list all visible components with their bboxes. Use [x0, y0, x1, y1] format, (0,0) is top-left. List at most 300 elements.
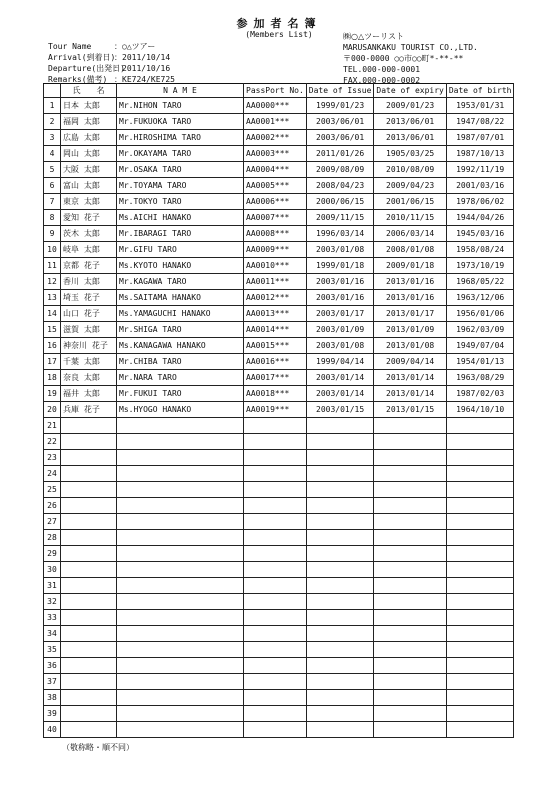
cell-name: Ms.YAMAGUCHI HANAKO: [117, 306, 244, 322]
cell-no: 14: [44, 306, 61, 322]
cell-issue: [306, 642, 374, 658]
cell-issue: 2003/01/09: [306, 322, 374, 338]
cell-name: Mr.CHIBA TARO: [117, 354, 244, 370]
cell-jp: 福井 太郎: [61, 386, 117, 402]
remarks-label: Remarks(備考): [48, 75, 108, 84]
departure-value: ：2011/10/16: [114, 64, 171, 73]
cell-issue: 2003/01/16: [306, 274, 374, 290]
table-row: [44, 194, 514, 210]
cell-name: Mr.KAGAWA TARO: [117, 274, 244, 290]
cell-passport: [244, 690, 307, 706]
table-row: [44, 594, 514, 610]
cell-issue: [306, 482, 374, 498]
cell-issue: [306, 658, 374, 674]
cell-birth: 1954/01/13: [446, 354, 514, 370]
cell-birth: [446, 418, 514, 434]
table-row: [44, 450, 514, 466]
cell-issue: 2000/06/15: [306, 194, 374, 210]
table-row: [44, 354, 514, 370]
cell-jp: 奈良 太郎: [61, 370, 117, 386]
arrival-value: ：2011/10/14: [114, 53, 171, 62]
cell-no: 19: [44, 386, 61, 402]
cell-no: 6: [44, 178, 61, 194]
cell-expiry: 2013/01/16: [374, 274, 446, 290]
cell-name: Mr.SHIGA TARO: [117, 322, 244, 338]
cell-name: Mr.NARA TARO: [117, 370, 244, 386]
remarks-value: ：KE724/KE725: [114, 75, 175, 84]
cell-jp: [61, 626, 117, 642]
cell-no: 23: [44, 450, 61, 466]
cell-issue: [306, 514, 374, 530]
cell-birth: [446, 466, 514, 482]
cell-jp: 埼玉 花子: [61, 290, 117, 306]
cell-expiry: [374, 642, 446, 658]
table-row: [44, 530, 514, 546]
cell-name: Ms.KANAGAWA HANAKO: [117, 338, 244, 354]
cell-expiry: 2009/04/23: [374, 178, 446, 194]
cell-name: Mr.FUKUI TARO: [117, 386, 244, 402]
cell-jp: [61, 722, 117, 738]
cell-no: 11: [44, 258, 61, 274]
cell-passport: [244, 450, 307, 466]
cell-issue: 2003/06/01: [306, 130, 374, 146]
table-row: [44, 498, 514, 514]
cell-issue: [306, 722, 374, 738]
table-row: [44, 658, 514, 674]
table-row: [44, 242, 514, 258]
table-row: [44, 562, 514, 578]
cell-name: [117, 642, 244, 658]
cell-expiry: 2013/01/14: [374, 386, 446, 402]
cell-jp: 兵庫 花子: [61, 402, 117, 418]
cell-passport: [244, 658, 307, 674]
cell-passport: AA0018***: [244, 386, 307, 402]
company-name-ja: ㈱○△ツーリスト: [343, 32, 404, 41]
cell-expiry: 2013/01/15: [374, 402, 446, 418]
col-header-jp-name: 氏 名: [61, 84, 117, 98]
table-row: [44, 674, 514, 690]
cell-name: [117, 418, 244, 434]
cell-name: [117, 562, 244, 578]
cell-expiry: 2013/01/16: [374, 290, 446, 306]
cell-no: 30: [44, 562, 61, 578]
cell-expiry: [374, 514, 446, 530]
cell-name: [117, 722, 244, 738]
table-row: [44, 434, 514, 450]
cell-no: 1: [44, 98, 61, 114]
cell-jp: [61, 530, 117, 546]
cell-birth: 1978/06/02: [446, 194, 514, 210]
cell-no: 35: [44, 642, 61, 658]
cell-expiry: 2010/11/15: [374, 210, 446, 226]
cell-issue: 2003/01/15: [306, 402, 374, 418]
cell-jp: [61, 434, 117, 450]
cell-name: [117, 482, 244, 498]
cell-jp: [61, 706, 117, 722]
cell-expiry: [374, 722, 446, 738]
cell-passport: AA0007***: [244, 210, 307, 226]
cell-no: 21: [44, 418, 61, 434]
cell-jp: [61, 482, 117, 498]
cell-birth: 1987/10/13: [446, 146, 514, 162]
cell-jp: [61, 674, 117, 690]
tour-name-row: [48, 41, 175, 52]
cell-expiry: 2013/01/08: [374, 338, 446, 354]
cell-no: 10: [44, 242, 61, 258]
cell-no: 22: [44, 434, 61, 450]
cell-jp: [61, 578, 117, 594]
cell-passport: AA0005***: [244, 178, 307, 194]
cell-name: Ms.SAITAMA HANAKO: [117, 290, 244, 306]
cell-issue: [306, 466, 374, 482]
cell-expiry: [374, 562, 446, 578]
cell-birth: 1963/12/06: [446, 290, 514, 306]
cell-expiry: [374, 546, 446, 562]
cell-issue: 1996/03/14: [306, 226, 374, 242]
cell-birth: 1953/01/31: [446, 98, 514, 114]
cell-name: Mr.FUKUOKA TARO: [117, 114, 244, 130]
cell-passport: [244, 562, 307, 578]
cell-birth: 1973/10/19: [446, 258, 514, 274]
cell-jp: 広島 太郎: [61, 130, 117, 146]
cell-expiry: 2013/06/01: [374, 130, 446, 146]
cell-jp: [61, 594, 117, 610]
cell-passport: AA0014***: [244, 322, 307, 338]
cell-jp: 京都 花子: [61, 258, 117, 274]
cell-birth: [446, 514, 514, 530]
cell-issue: [306, 626, 374, 642]
cell-birth: [446, 594, 514, 610]
cell-no: 37: [44, 674, 61, 690]
cell-birth: 1987/07/01: [446, 130, 514, 146]
cell-passport: [244, 418, 307, 434]
cell-birth: 1987/02/03: [446, 386, 514, 402]
cell-name: [117, 706, 244, 722]
cell-name: [117, 594, 244, 610]
cell-no: 9: [44, 226, 61, 242]
cell-no: 32: [44, 594, 61, 610]
cell-expiry: [374, 434, 446, 450]
cell-name: Mr.TOYAMA TARO: [117, 178, 244, 194]
cell-jp: 福岡 太郎: [61, 114, 117, 130]
cell-name: [117, 578, 244, 594]
cell-expiry: 2009/01/23: [374, 98, 446, 114]
cell-passport: [244, 578, 307, 594]
cell-name: [117, 674, 244, 690]
table-row: [44, 130, 514, 146]
table-row: [44, 626, 514, 642]
cell-passport: [244, 434, 307, 450]
cell-birth: 1947/08/22: [446, 114, 514, 130]
cell-issue: [306, 530, 374, 546]
cell-passport: [244, 674, 307, 690]
table-row: [44, 642, 514, 658]
cell-passport: [244, 498, 307, 514]
cell-issue: 2003/01/08: [306, 242, 374, 258]
cell-jp: [61, 610, 117, 626]
cell-name: Mr.IBARAGI TARO: [117, 226, 244, 242]
cell-issue: 2003/01/14: [306, 386, 374, 402]
cell-jp: [61, 562, 117, 578]
cell-birth: 1944/04/26: [446, 210, 514, 226]
cell-jp: [61, 498, 117, 514]
members-table: [43, 83, 514, 738]
cell-expiry: 2009/01/18: [374, 258, 446, 274]
tour-info: [48, 41, 175, 85]
cell-jp: [61, 418, 117, 434]
cell-expiry: 2009/04/14: [374, 354, 446, 370]
cell-no: 27: [44, 514, 61, 530]
cell-passport: AA0002***: [244, 130, 307, 146]
cell-birth: [446, 610, 514, 626]
departure-row: [48, 63, 175, 74]
cell-birth: [446, 482, 514, 498]
cell-name: [117, 530, 244, 546]
cell-name: [117, 434, 244, 450]
cell-no: 12: [44, 274, 61, 290]
cell-passport: AA0003***: [244, 146, 307, 162]
cell-expiry: 2013/01/09: [374, 322, 446, 338]
cell-no: 16: [44, 338, 61, 354]
cell-jp: [61, 450, 117, 466]
table-row: [44, 418, 514, 434]
footnote: （敬称略・順不同）: [62, 743, 134, 752]
cell-expiry: 2013/06/01: [374, 114, 446, 130]
cell-name: Mr.HIROSHIMA TARO: [117, 130, 244, 146]
cell-no: 39: [44, 706, 61, 722]
cell-no: 25: [44, 482, 61, 498]
cell-no: 34: [44, 626, 61, 642]
cell-passport: [244, 546, 307, 562]
arrival-label: Arrival(到着日): [48, 53, 116, 62]
table-row: [44, 610, 514, 626]
cell-no: 29: [44, 546, 61, 562]
table-row: [44, 690, 514, 706]
cell-issue: 2009/11/15: [306, 210, 374, 226]
cell-expiry: [374, 674, 446, 690]
cell-jp: 山口 花子: [61, 306, 117, 322]
cell-passport: AA0011***: [244, 274, 307, 290]
cell-issue: 2003/01/14: [306, 370, 374, 386]
cell-expiry: 1905/03/25: [374, 146, 446, 162]
cell-birth: 1958/08/24: [446, 242, 514, 258]
table-row: [44, 386, 514, 402]
cell-birth: 1962/03/09: [446, 322, 514, 338]
cell-no: 2: [44, 114, 61, 130]
cell-passport: [244, 482, 307, 498]
cell-expiry: [374, 658, 446, 674]
cell-name: [117, 498, 244, 514]
cell-birth: 1964/10/10: [446, 402, 514, 418]
cell-issue: [306, 498, 374, 514]
table-body: [44, 98, 514, 738]
cell-passport: [244, 466, 307, 482]
table-header: [44, 84, 514, 98]
cell-jp: [61, 514, 117, 530]
cell-no: 36: [44, 658, 61, 674]
cell-no: 5: [44, 162, 61, 178]
cell-passport: AA0004***: [244, 162, 307, 178]
cell-expiry: 2013/01/17: [374, 306, 446, 322]
cell-birth: [446, 562, 514, 578]
table-row: [44, 226, 514, 242]
cell-birth: 1949/07/04: [446, 338, 514, 354]
cell-birth: 1963/08/29: [446, 370, 514, 386]
cell-expiry: [374, 626, 446, 642]
cell-jp: 日本 太郎: [61, 98, 117, 114]
cell-passport: AA0010***: [244, 258, 307, 274]
cell-no: 7: [44, 194, 61, 210]
cell-passport: [244, 514, 307, 530]
cell-passport: AA0017***: [244, 370, 307, 386]
cell-issue: 2003/01/08: [306, 338, 374, 354]
table-row: [44, 706, 514, 722]
tour-name-label: Tour Name: [48, 42, 92, 51]
cell-passport: AA0013***: [244, 306, 307, 322]
cell-no: 28: [44, 530, 61, 546]
cell-passport: AA0019***: [244, 402, 307, 418]
cell-birth: [446, 546, 514, 562]
table-row: [44, 162, 514, 178]
table-row: [44, 338, 514, 354]
cell-birth: 2001/03/16: [446, 178, 514, 194]
cell-no: 24: [44, 466, 61, 482]
cell-issue: [306, 578, 374, 594]
cell-birth: [446, 642, 514, 658]
cell-no: 33: [44, 610, 61, 626]
cell-no: 17: [44, 354, 61, 370]
cell-issue: [306, 418, 374, 434]
table-row: [44, 370, 514, 386]
cell-birth: [446, 450, 514, 466]
cell-passport: [244, 706, 307, 722]
cell-passport: AA0012***: [244, 290, 307, 306]
table-row: [44, 402, 514, 418]
table-row: [44, 98, 514, 114]
cell-passport: AA0008***: [244, 226, 307, 242]
table-row: [44, 178, 514, 194]
table-row: [44, 114, 514, 130]
cell-name: [117, 466, 244, 482]
cell-issue: 1999/04/14: [306, 354, 374, 370]
cell-jp: 富山 太郎: [61, 178, 117, 194]
col-header-name: N A M E: [117, 84, 244, 98]
cell-expiry: [374, 610, 446, 626]
cell-expiry: 2008/01/08: [374, 242, 446, 258]
cell-birth: [446, 626, 514, 642]
arrival-row: [48, 52, 175, 63]
cell-no: 3: [44, 130, 61, 146]
cell-issue: [306, 434, 374, 450]
cell-passport: [244, 626, 307, 642]
cell-birth: [446, 434, 514, 450]
table-row: [44, 258, 514, 274]
cell-expiry: [374, 418, 446, 434]
col-header-issue: Date of Issue: [306, 84, 374, 98]
cell-passport: AA0009***: [244, 242, 307, 258]
cell-jp: [61, 466, 117, 482]
cell-no: 8: [44, 210, 61, 226]
cell-issue: [306, 690, 374, 706]
cell-no: 38: [44, 690, 61, 706]
cell-passport: [244, 642, 307, 658]
cell-issue: [306, 546, 374, 562]
cell-expiry: [374, 690, 446, 706]
table-row: [44, 482, 514, 498]
cell-issue: 1999/01/18: [306, 258, 374, 274]
cell-expiry: [374, 594, 446, 610]
cell-birth: 1968/05/22: [446, 274, 514, 290]
company-tel: TEL.000-000-0001: [343, 65, 421, 74]
cell-name: [117, 690, 244, 706]
cell-passport: AA0000***: [244, 98, 307, 114]
cell-expiry: [374, 482, 446, 498]
cell-no: 20: [44, 402, 61, 418]
cell-issue: [306, 562, 374, 578]
table-row: [44, 290, 514, 306]
cell-jp: [61, 690, 117, 706]
cell-jp: 岐阜 太郎: [61, 242, 117, 258]
document-title: 参加者名簿: [236, 17, 322, 30]
cell-expiry: [374, 450, 446, 466]
cell-birth: [446, 658, 514, 674]
table-row: [44, 322, 514, 338]
table-row: [44, 274, 514, 290]
cell-jp: [61, 642, 117, 658]
cell-issue: [306, 610, 374, 626]
cell-passport: [244, 530, 307, 546]
cell-expiry: 2006/03/14: [374, 226, 446, 242]
cell-name: Mr.TOKYO TARO: [117, 194, 244, 210]
cell-issue: 2003/01/16: [306, 290, 374, 306]
cell-passport: AA0016***: [244, 354, 307, 370]
table-row: [44, 578, 514, 594]
cell-no: 18: [44, 370, 61, 386]
cell-passport: AA0015***: [244, 338, 307, 354]
cell-issue: 2003/06/01: [306, 114, 374, 130]
cell-no: 4: [44, 146, 61, 162]
cell-name: [117, 658, 244, 674]
document-subtitle: (Members List): [245, 30, 313, 39]
cell-birth: 1992/11/19: [446, 162, 514, 178]
cell-issue: [306, 706, 374, 722]
col-header-no: [44, 84, 61, 98]
table-row: [44, 546, 514, 562]
col-header-passport: PassPort No.: [244, 84, 307, 98]
cell-name: Ms.AICHI HANAKO: [117, 210, 244, 226]
cell-no: 15: [44, 322, 61, 338]
cell-passport: [244, 594, 307, 610]
cell-birth: [446, 498, 514, 514]
cell-no: 40: [44, 722, 61, 738]
company-info: [343, 31, 478, 86]
cell-birth: [446, 530, 514, 546]
tour-name-value: ：○△ツアー: [114, 42, 156, 51]
cell-jp: 千葉 太郎: [61, 354, 117, 370]
cell-jp: 香川 太郎: [61, 274, 117, 290]
cell-jp: [61, 546, 117, 562]
table-row: [44, 466, 514, 482]
company-name-en: MARUSANKAKU TOURIST CO.,LTD.: [343, 43, 478, 52]
cell-expiry: 2013/01/14: [374, 370, 446, 386]
cell-birth: 1956/01/06: [446, 306, 514, 322]
cell-birth: [446, 690, 514, 706]
cell-issue: [306, 594, 374, 610]
cell-expiry: 2010/08/09: [374, 162, 446, 178]
table-row: [44, 146, 514, 162]
cell-jp: 茨木 太郎: [61, 226, 117, 242]
cell-jp: 岡山 太郎: [61, 146, 117, 162]
